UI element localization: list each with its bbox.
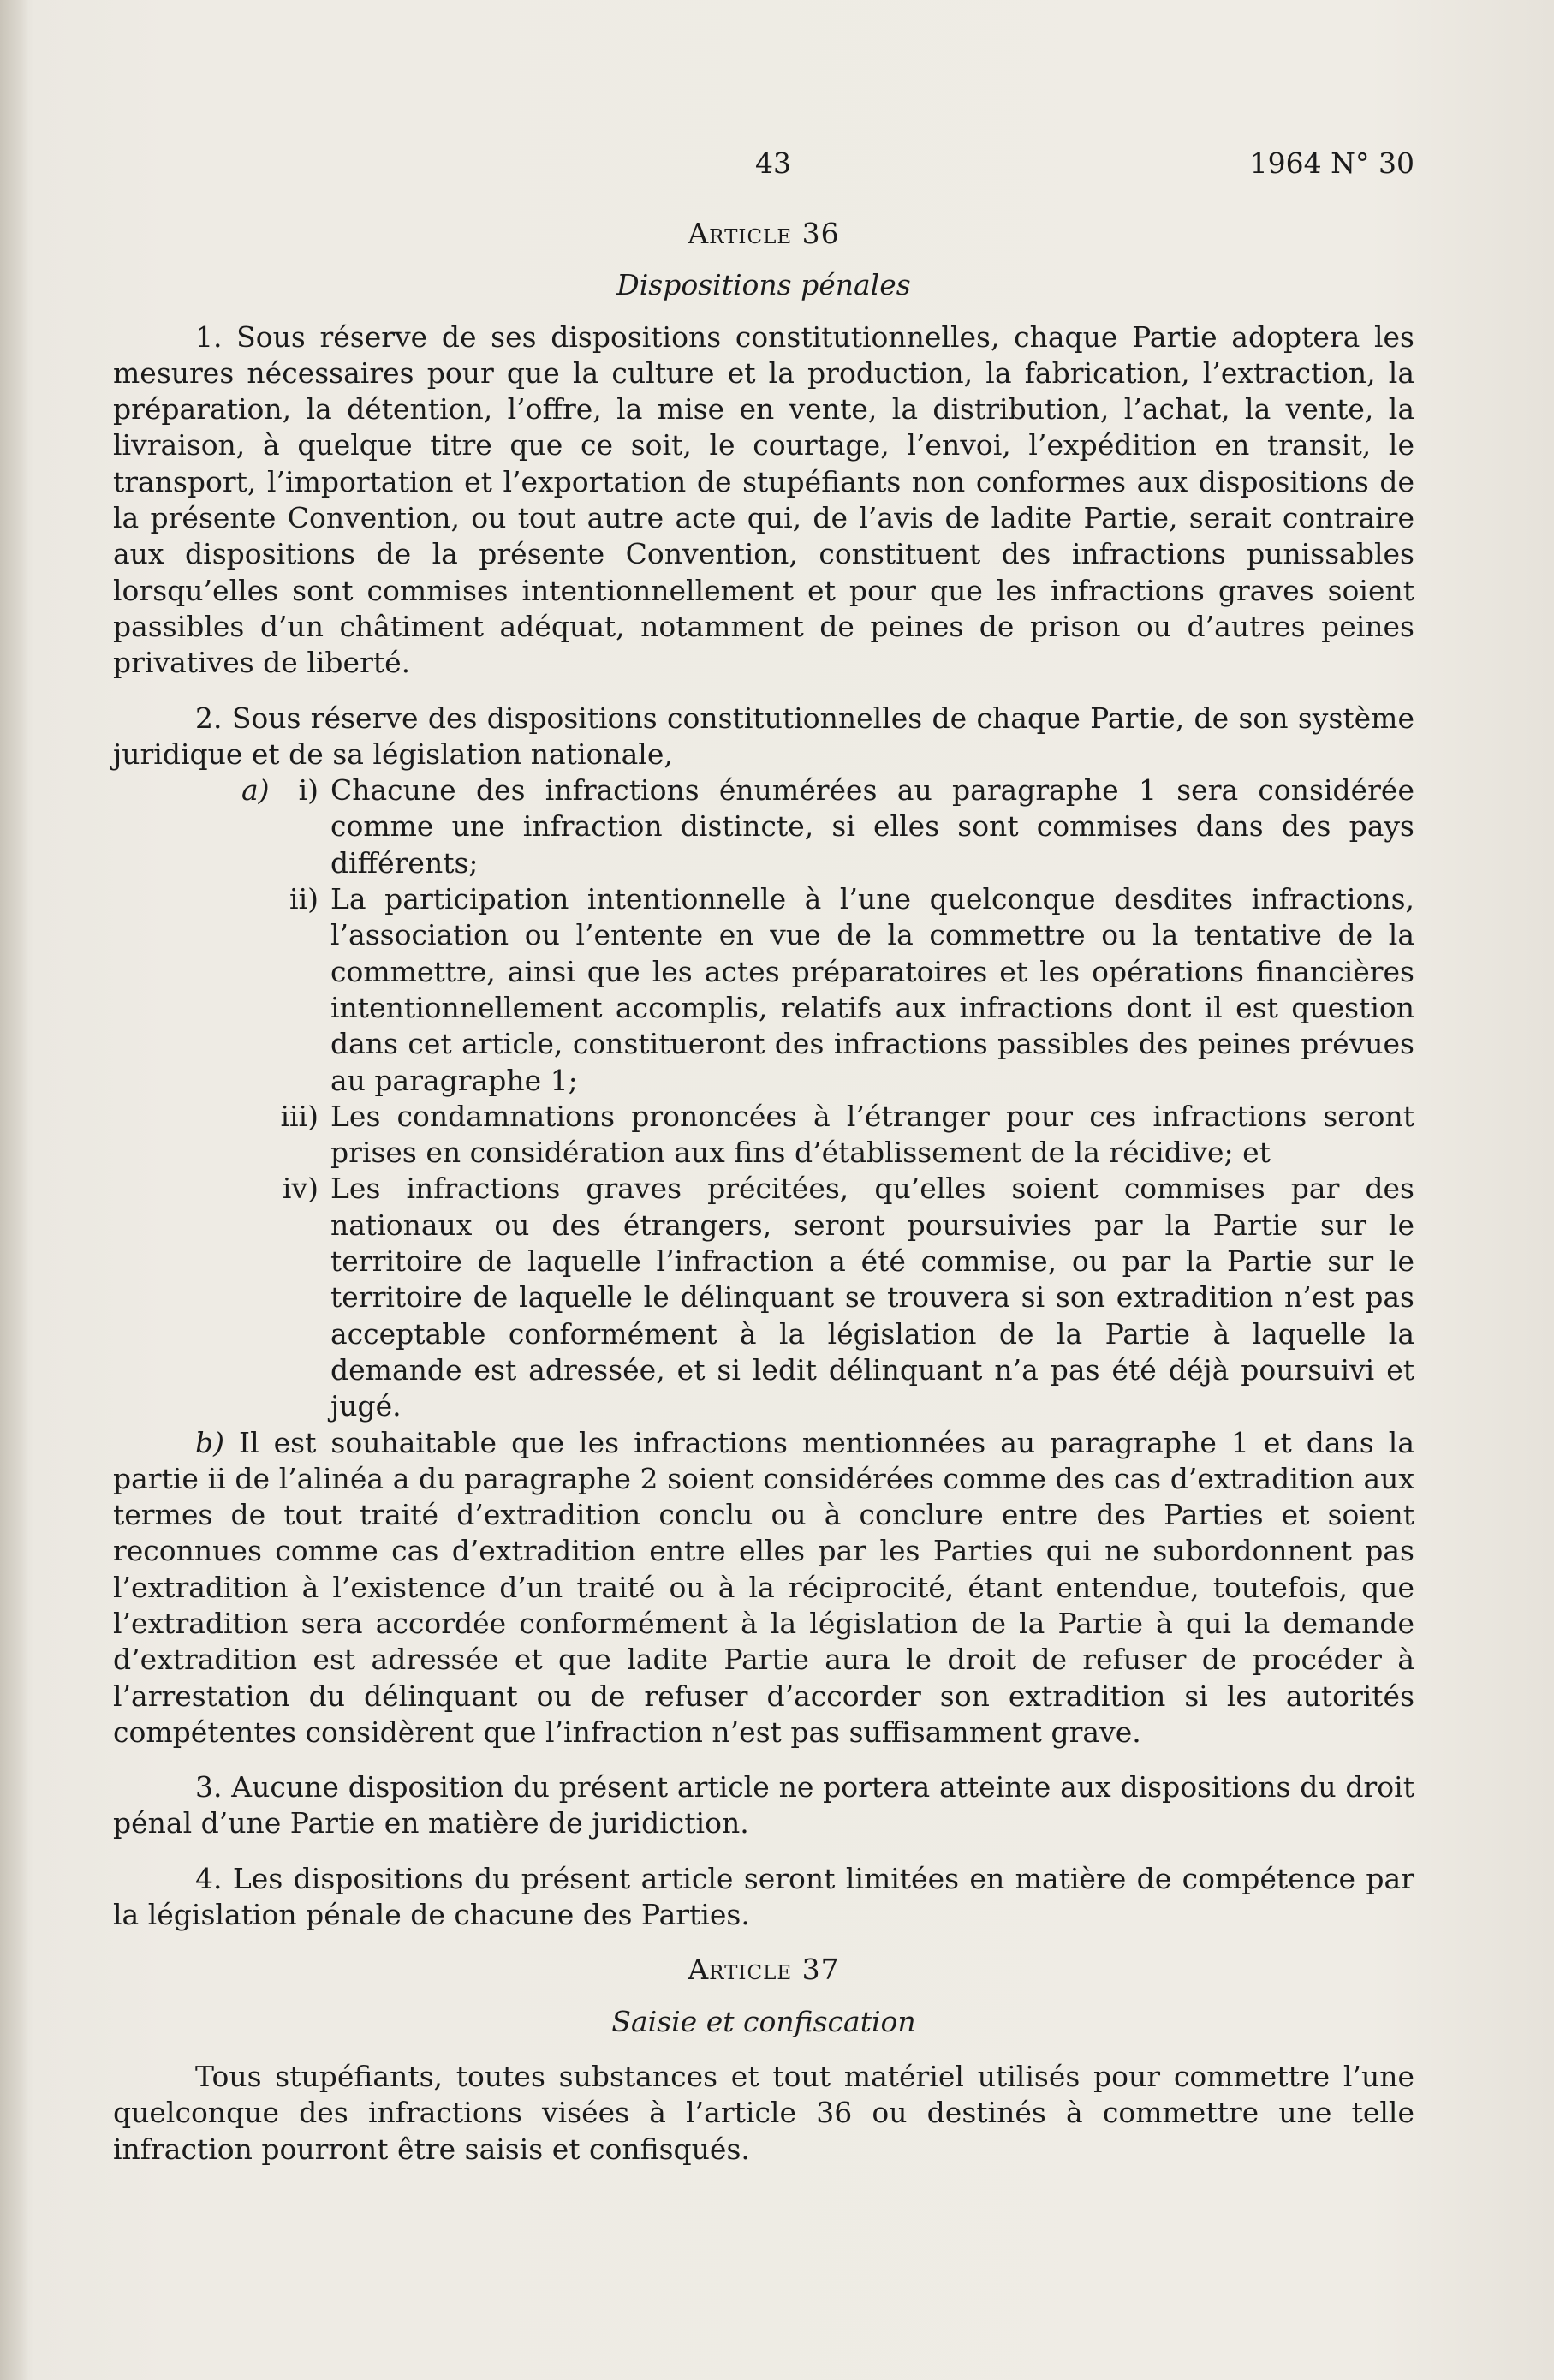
article-body [113,216,1414,2168]
item-number: ii) [289,882,319,916]
subparagraph-b-text: Il est souhaitable que les infractions mentionnées au paragraphe 1 et dans la partie ii de l’alinéa a du paragraphe 2 soient considérées comme des cas d’extradition aux termes de tout traité d’extradition conclu ou à conclure entre des Parties et soient reconnues comme cas d’extradition entre elles par les Parties qui ne subordonnent pas l’extradition à l’existence d’un traité ou à la réciprocité, étant entendue, toutefois, que l’extradition sera accordée conformément à la législation de la Partie à qui la demande d’extradition est adressée et que ladite Partie aura le droit de refuser de procéder à l’arrestation du délinquant ou de refuser d’accorder son extradition si les autorités compétentes considèrent que l’infraction n’est pas suffisamment grave. [113,1425,1414,1749]
subparagraph-a-label: a) [241,773,270,808]
paragraph-2-intro: 2. Sous réserve des dispositions constitutionnelles de chaque Partie, de son système juridique et de sa législation nationale, [113,701,1414,771]
paragraph-1: 1. Sous réserve de ses dispositions constitutionnelles, chaque Partie adoptera les mesures nécessaires pour que la culture et la production, la fabrication, l’extraction, la préparation, la détention, l’offre, la mise en vente, la distribution, l’achat, la vente, la livraison, à quelque titre que ce soit, le courtage, l’envoi, l’expédition en transit, le transport, l’importation et l’exportation de stupéfiants non conformes aux dispositions de la présente Convention, ou tout autre acte qui, de l’avis de ladite Partie, serait contraire aux dispositions de la présente Convention, constituent des infractions punissables lorsqu’elles sont commises intentionnellement et pour que les infractions graves soient passibles d’un châtiment adéquat, notamment de peines de prison ou d’autres peines privatives de liberté. [113,319,1414,680]
article-37-subtitle: Saisie et confiscation [611,2004,916,2038]
subparagraph-a-i [113,772,1414,881]
subparagraph-b [113,1425,1414,1751]
article-36-subtitle: Dispositions pénales [616,268,911,302]
article-36-title: Article 36 [688,217,840,250]
page-number: 43 [755,146,791,180]
item-number: i) [298,773,319,808]
article-37-title: Article 37 [688,1953,840,1987]
item-text: Les condamnations prononcées à l’étranger pour ces infractions seront prises en considération aux fins d’établissement de la récidive; et [330,1099,1414,1170]
paragraph-4: 4. Les dispositions du présent article seront limitées en matière de compétence par la législation pénale de chacune des Parties. [113,1861,1414,1932]
item-text: Les infractions graves précitées, qu’elles soient commises par des nationaux ou des étrangers, seront poursuivies par la Partie sur le territoire de laquelle l’infraction a été commise, ou par la Partie sur le territoire de laquelle le délinquant se trouvera si son extradition n’est pas acceptable conformément à la législation de la Partie à laquelle la demande est adressée, et si ledit délinquant n’a pas été déjà poursuivi et jugé. [330,1172,1414,1423]
document-reference: 1964 N° 30 [1249,146,1414,180]
book-spine-shadow [0,0,29,2380]
item-number: iii) [280,1099,319,1133]
item-number: iv) [282,1172,319,1206]
item-text: Chacune des infractions énumérées au paragraphe 1 sera considérée comme une infraction distincte, si elles sont commises dans des pays différents; [330,773,1414,880]
subparagraph-a-iv [113,1171,1414,1424]
paragraph-3: 3. Aucune disposition du présent article ne portera atteinte aux dispositions du droit pénal d’une Partie en matière de juridiction. [113,1770,1414,1840]
subparagraph-a-iii [113,1099,1414,1172]
subparagraph-a-ii [113,881,1414,1099]
article-37-paragraph: Tous stupéfiants, toutes substances et tout matériel utilisés pour commettre l’une quelconque des infractions visées à l’article 36 ou destinés à commettre une telle infraction pourront être saisis et confisqués. [113,2059,1414,2166]
page-header [113,146,1414,188]
subparagraph-b-label: b) [195,1425,224,1459]
item-text: La participation intentionnelle à l’une quelconque desdites infractions, l’association ou l’entente en vue de la commettre ou la tentative de la commettre, ainsi que les actes préparatoires et les opérations financières intentionnellement accomplis, relatifs aux infractions dont il est question dans cet article, constitueront des infractions passibles des peines prévues au paragraphe 1; [330,882,1414,1097]
